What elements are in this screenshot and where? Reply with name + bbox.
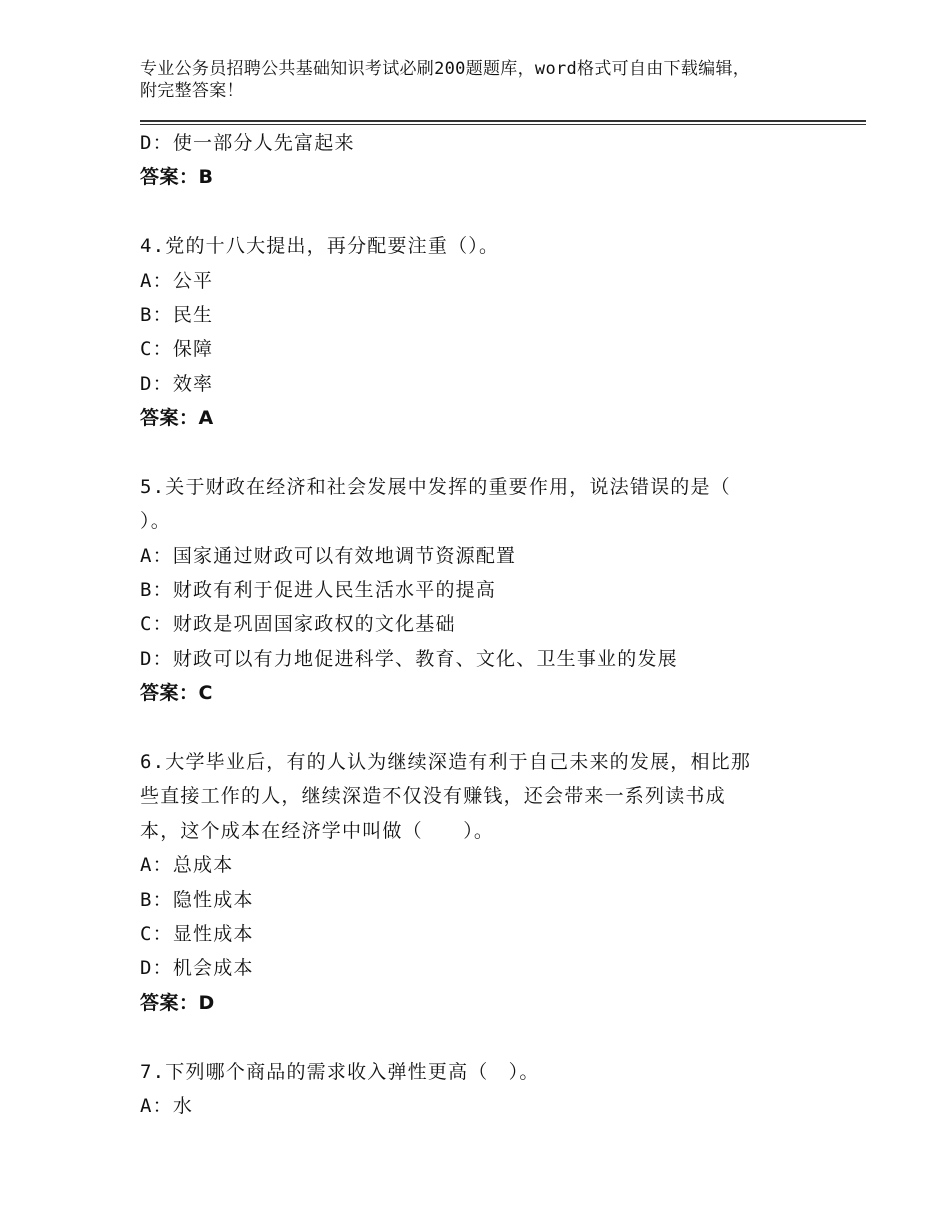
- option-d: D：使一部分人先富起来: [140, 132, 355, 154]
- question-4: [140, 229, 868, 435]
- question-stem-line-2: ）。: [140, 510, 171, 533]
- question-3-tail: [140, 126, 868, 195]
- question-5: [140, 470, 868, 711]
- answer-label: 答案：D: [140, 991, 215, 1014]
- option-a: A：水: [140, 1094, 194, 1117]
- option-b: B：财政有利于促进人民生活水平的提高: [140, 579, 497, 602]
- option-d: D：财政可以有力地促进科学、教育、文化、卫生事业的发展: [140, 647, 678, 670]
- answer-label: 答案：C: [140, 682, 213, 705]
- question-stem-line-2: 些直接工作的人，继续深造不仅没有赚钱，还会带来一系列读书成: [140, 785, 726, 808]
- page-header: [140, 58, 868, 102]
- answer-label: 答案：B: [140, 166, 214, 189]
- question-stem-line-1: 6.大学毕业后，有的人认为继续深造有利于自己未来的发展，相比那: [140, 751, 752, 774]
- option-d: D：机会成本: [140, 957, 254, 980]
- option-b: B：隐性成本: [140, 888, 254, 911]
- question-6: [140, 745, 868, 1020]
- option-c: C：保障: [140, 338, 214, 361]
- question-7: [140, 1055, 868, 1124]
- option-a: A：国家通过财政可以有效地调节资源配置: [140, 544, 517, 567]
- question-stem: 4.党的十八大提出，再分配要注重（）。: [140, 235, 500, 258]
- question-list: [140, 126, 868, 1123]
- option-b: B：民生: [140, 303, 214, 326]
- question-stem-line-1: 5.关于财政在经济和社会发展中发挥的重要作用，说法错误的是（: [140, 475, 731, 498]
- question-stem-line-3: 本，这个成本在经济学中叫做（ ）。: [140, 819, 495, 842]
- option-a: A：总成本: [140, 854, 234, 877]
- option-a: A：公平: [140, 269, 214, 292]
- answer-label: 答案：A: [140, 407, 214, 430]
- option-c: C：财政是巩固国家政权的文化基础: [140, 613, 456, 636]
- header-line-2: 附完整答案！: [140, 81, 244, 101]
- option-c: C：显性成本: [140, 922, 254, 945]
- header-divider: [140, 120, 866, 125]
- header-line-1: 专业公务员招聘公共基础知识考试必刷200题题库，word格式可自由下载编辑，: [140, 59, 751, 79]
- question-stem: 7.下列哪个商品的需求收入弹性更高（ ）。: [140, 1060, 540, 1083]
- option-d: D：效率: [140, 372, 214, 395]
